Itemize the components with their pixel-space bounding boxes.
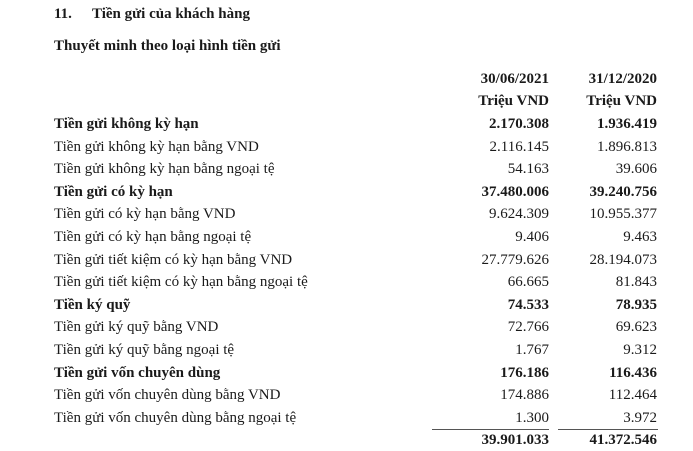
table-row: [54, 407, 657, 430]
row-value-2: 3.972: [623, 409, 657, 426]
column-header-unit-2: Triệu VND: [586, 93, 657, 109]
deposit-table: [54, 113, 657, 429]
table-row: [54, 249, 657, 272]
row-label: Tiền gửi có kỳ hạn bằng VND: [54, 206, 236, 223]
table-row: [54, 226, 657, 249]
row-label: Tiền gửi vốn chuyên dùng bằng VND: [54, 387, 281, 404]
total-rule-2: [558, 429, 658, 430]
row-value-2: 9.312: [623, 341, 657, 358]
row-value-1: 9.406: [515, 228, 549, 245]
total-value-1: 39.901.033: [481, 432, 549, 448]
row-label: Tiền gửi tiết kiệm có kỳ hạn bằng ngoại tệ: [54, 274, 308, 291]
column-header-unit-1: Triệu VND: [478, 93, 549, 109]
row-label: Tiền ký quỹ: [54, 296, 131, 313]
row-value-1: 176.186: [500, 364, 549, 381]
table-row: [54, 316, 657, 339]
row-value-1: 9.624.309: [489, 206, 549, 223]
row-value-1: 66.665: [507, 274, 549, 291]
total-rule-1: [432, 429, 549, 430]
table-row: [54, 339, 657, 362]
row-value-2: 78.935: [615, 296, 657, 313]
row-value-2: 39.240.756: [589, 183, 657, 200]
table-row-group: [54, 113, 657, 136]
row-label: Tiền gửi ký quỹ bằng ngoại tệ: [54, 341, 235, 358]
row-value-2: 9.463: [623, 228, 657, 245]
row-label: Tiền gửi vốn chuyên dùng bằng ngoại tệ: [54, 409, 297, 426]
row-value-1: 72.766: [507, 319, 549, 336]
column-header-date-1: 30/06/2021: [480, 71, 549, 87]
row-value-1: 74.533: [507, 296, 549, 313]
row-value-2: 10.955.377: [589, 206, 657, 223]
table-row: [54, 158, 657, 181]
section-number: 11.: [54, 6, 72, 22]
row-label: Tiền gửi có kỳ hạn: [54, 183, 173, 200]
row-value-1: 27.779.626: [481, 251, 549, 268]
row-value-1: 37.480.006: [481, 183, 549, 200]
table-row: [54, 203, 657, 226]
table-row: [54, 136, 657, 159]
table-subtitle: Thuyết minh theo loại hình tiền gửi: [54, 38, 281, 54]
row-value-2: 39.606: [615, 161, 657, 178]
row-value-1: 2.170.308: [489, 116, 549, 132]
table-row: [54, 271, 657, 294]
row-value-1: 54.163: [507, 161, 549, 178]
total-value-2: 41.372.546: [589, 432, 657, 448]
row-label: Tiền gửi tiết kiệm có kỳ hạn bằng VND: [54, 251, 293, 268]
row-label: Tiền gửi vốn chuyên dùng: [54, 364, 221, 381]
row-value-2: 1.936.419: [597, 116, 657, 132]
table-row-group: [54, 294, 657, 317]
column-header-date-2: 31/12/2020: [588, 71, 657, 87]
row-label: Tiền gửi không kỳ hạn bằng ngoại tệ: [54, 161, 275, 178]
table-row-group: [54, 181, 657, 204]
row-value-2: 81.843: [615, 274, 657, 291]
row-label: Tiền gửi ký quỹ bằng VND: [54, 319, 219, 336]
row-value-1: 174.886: [500, 387, 549, 404]
row-value-2: 112.464: [608, 387, 657, 404]
row-label: Tiền gửi không kỳ hạn: [54, 116, 199, 132]
row-value-1: 1.300: [515, 409, 549, 426]
section-heading: [54, 6, 250, 23]
row-value-2: 1.896.813: [597, 138, 657, 155]
table-row: [54, 384, 657, 407]
row-value-1: 2.116.145: [489, 138, 549, 155]
row-label: Tiền gửi không kỳ hạn bằng VND: [54, 138, 259, 155]
row-value-2: 69.623: [615, 319, 657, 336]
section-title: Tiền gửi của khách hàng: [92, 6, 250, 22]
row-value-1: 1.767: [515, 341, 549, 358]
row-value-2: 116.436: [609, 364, 657, 381]
row-label: Tiền gửi có kỳ hạn bằng ngoại tệ: [54, 228, 252, 245]
row-value-2: 28.194.073: [589, 251, 657, 268]
table-row-group: [54, 362, 657, 385]
